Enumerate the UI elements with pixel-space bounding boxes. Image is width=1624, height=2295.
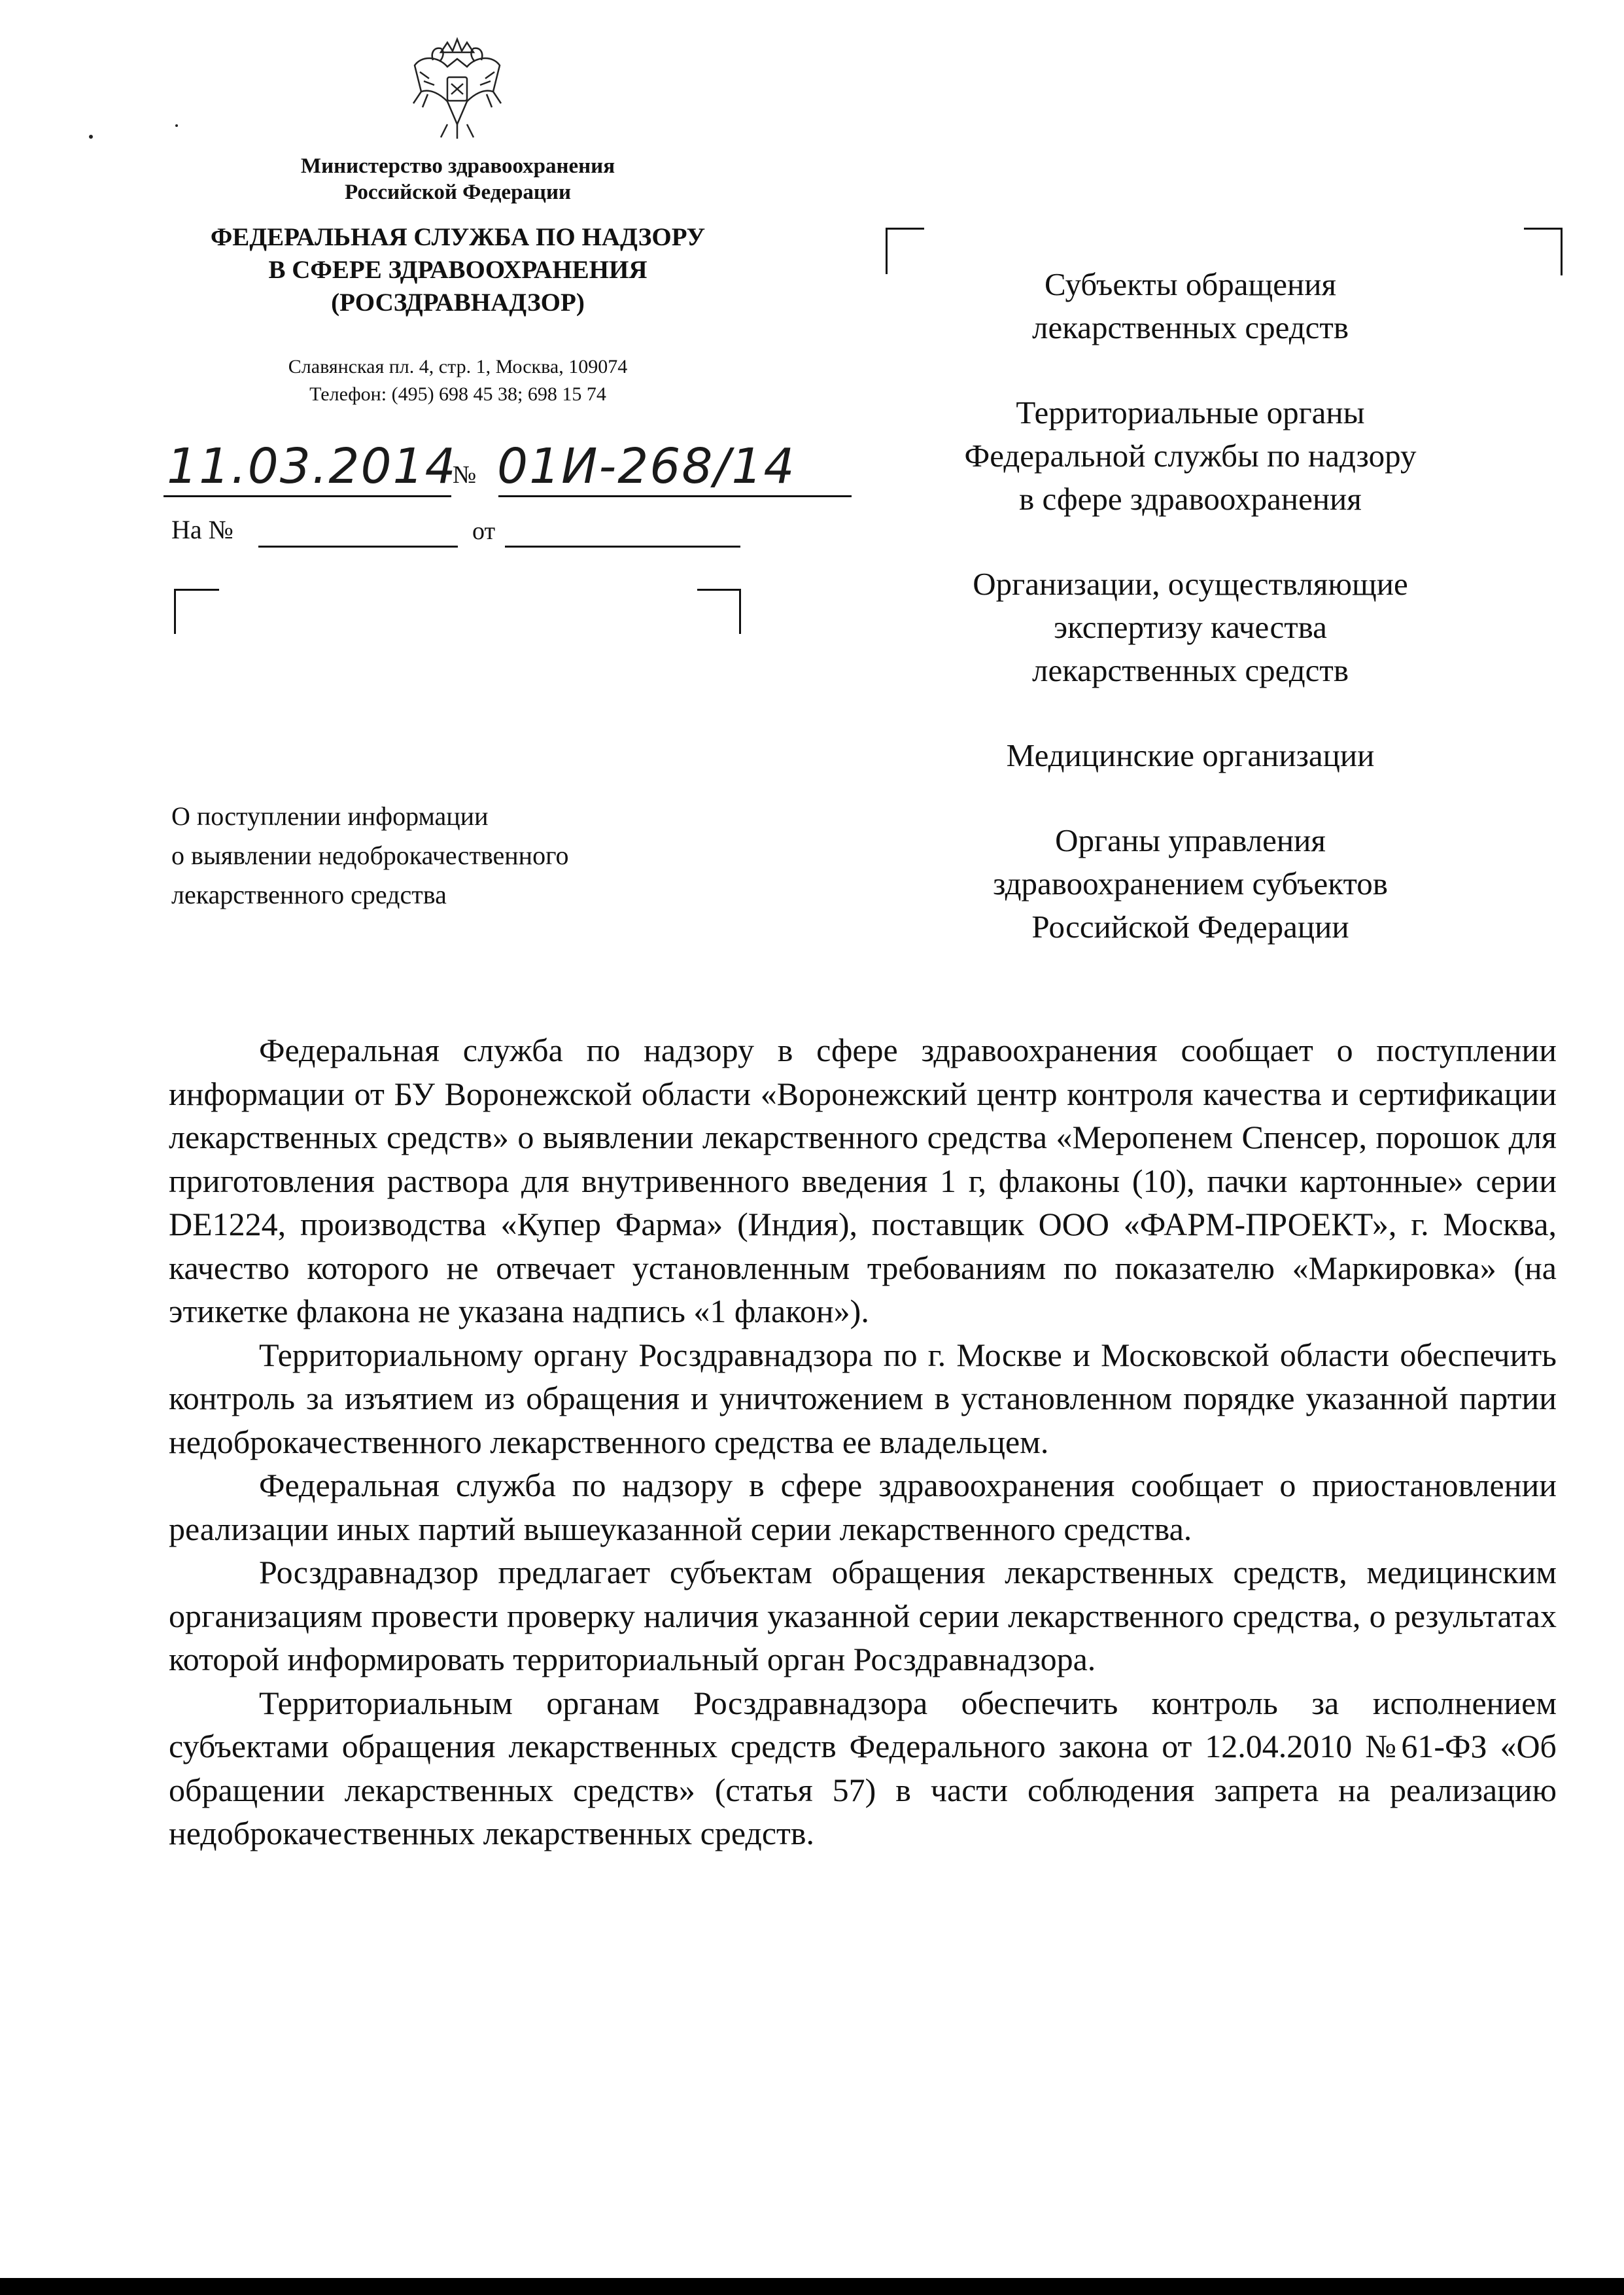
scan-speck — [175, 124, 178, 127]
scan-border — [0, 2278, 1624, 2295]
addressee-item — [896, 263, 1485, 349]
addressee-list — [896, 263, 1485, 990]
subject-line-3: лекарственного средства — [171, 880, 447, 909]
letter-subject — [171, 797, 760, 915]
date-underline — [164, 495, 451, 497]
addressee-line: лекарственных средств — [1032, 652, 1349, 688]
registration-number: 01И-268/14 — [497, 438, 796, 495]
registration-number-label: № — [453, 461, 477, 489]
reply-to-label: На № — [171, 515, 233, 544]
corner-mark — [174, 589, 219, 634]
addressee-line: Российской Федерации — [1031, 909, 1349, 945]
addressee-line: в сфере здравоохранения — [1019, 481, 1362, 517]
russian-coat-of-arms-icon — [402, 26, 513, 144]
reply-from-label: от — [472, 517, 496, 545]
ministry-line-1: Министерство здравоохранения — [300, 154, 615, 178]
service-name — [150, 221, 765, 319]
registration-date: 11.03.2014 — [167, 438, 457, 495]
addressee-item — [896, 734, 1485, 777]
ministry-line-2: Российской Федерации — [345, 181, 571, 204]
number-underline — [498, 495, 852, 497]
ministry-name — [235, 153, 680, 205]
addressee-line: Федеральной службы по надзору — [964, 438, 1417, 474]
addressee-line: здравоохранением субъектов — [993, 866, 1388, 902]
body-paragraph-3: Федеральная служба по надзору в сфере здравоохранения сообщает о приостановлении реализации иных партий вышеуказанной серии лекарственного средства. — [169, 1467, 1557, 1547]
addressee-line: лекарственных средств — [1032, 309, 1349, 345]
subject-line-2: о выявлении недоброкачественного — [171, 841, 569, 870]
addressee-line: Медицинские организации — [1006, 737, 1375, 773]
addressee-line: Субъекты обращения — [1044, 266, 1336, 302]
addressee-line: Организации, осуществляющие — [973, 566, 1408, 602]
body-paragraph-5: Территориальным органам Росздравнадзора обеспечить контроль за исполнением субъектами обращения лекарственных средств Федерального закона от 12.04.2010 №61-ФЗ «Об обращении лекарственных средств» (статья 57) в части соблюдения запрета на реализацию недоброкачественных лекарственных средств. — [169, 1684, 1557, 1851]
addressee-item — [896, 563, 1485, 692]
subject-line-1: О поступлении информации — [171, 801, 489, 831]
address-line: Славянская пл. 4, стр. 1, Москва, 109074 — [288, 356, 628, 377]
phone-line: Телефон: (495) 698 45 38; 698 15 74 — [309, 383, 606, 405]
addressee-line: Территориальные органы — [1016, 394, 1365, 430]
service-address — [196, 353, 719, 408]
addressee-line: экспертизу качества — [1054, 609, 1327, 645]
service-line-1: ФЕДЕРАЛЬНАЯ СЛУЖБА ПО НАДЗОРУ — [210, 223, 706, 251]
corner-mark — [1524, 228, 1563, 275]
body-paragraph-2: Территориальному органу Росздравнадзора по г. Москве и Московской области обеспечить контроль за изъятием из обращения и уничтожением в установленном порядке указанной партии недоброкачественного лекарственного средства ее владельцем. — [169, 1336, 1557, 1460]
scan-speck — [89, 135, 93, 139]
reply-to-field — [258, 546, 458, 548]
addressee-item — [896, 391, 1485, 521]
service-line-2: В СФЕРЕ ЗДРАВООХРАНЕНИЯ — [268, 256, 648, 284]
service-line-3: (РОСЗДРАВНАДЗОР) — [331, 289, 585, 317]
addressee-item — [896, 819, 1485, 949]
body-paragraph-4: Росздравнадзор предлагает субъектам обращения лекарственных средств, медицинским организациям провести проверку наличия указанной серии лекарственного средства, о результатах которой информировать территориальный орган Росздравнадзора. — [169, 1554, 1557, 1677]
body-paragraph-1: Федеральная служба по надзору в сфере здравоохранения сообщает о поступлении информации от БУ Воронежской области «Воронежский центр контроля качества и сертификации лекарственных средств» о выявлении лекарственного средства «Меропенем Спенсер, порошок для приготовления раствора для внутривенного введения 1 г, флаконы (10), пачки картонные» серии DE1224, производства «Купер Фарма» (Индия), поставщик ООО «ФАРМ-ПРОЕКТ», г. Москва, качество которого не отвечает установленным требованиям по показателю «Маркировка» (на этикетке флакона не указана надпись «1 флакон»). — [169, 1032, 1557, 1329]
letter-body — [169, 1028, 1557, 1855]
corner-mark — [697, 589, 741, 634]
reply-from-field — [505, 546, 740, 548]
addressee-line: Органы управления — [1055, 822, 1326, 858]
